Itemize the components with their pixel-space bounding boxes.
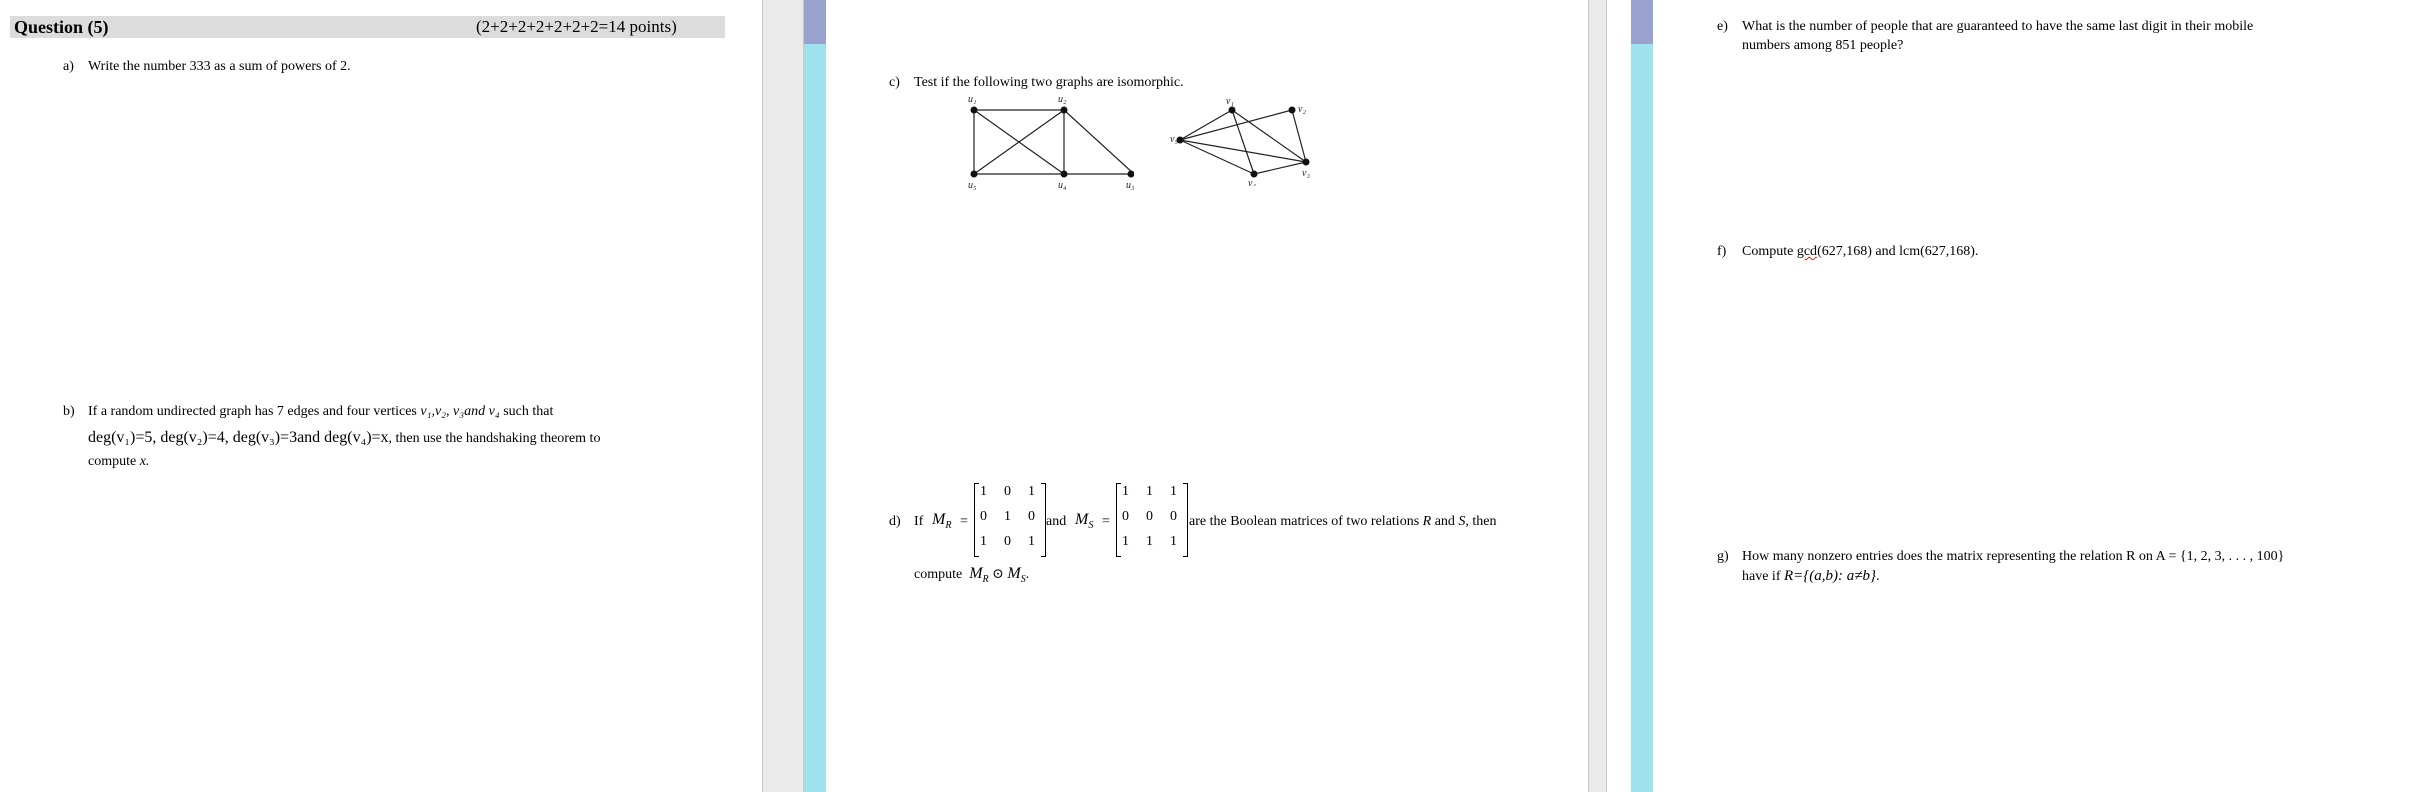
matrix-cell: 1 xyxy=(1028,534,1035,549)
part-b-line1-end: such that xyxy=(503,404,554,419)
part-g-relation: R={(a,b): a≠b} xyxy=(1783,568,1876,584)
vertex-label: u₂ xyxy=(1058,94,1067,105)
part-a-label: a) xyxy=(63,59,74,74)
vertex xyxy=(1061,171,1068,178)
matrix-cell: 0 xyxy=(1004,484,1011,499)
part-g-period: . xyxy=(1875,569,1880,584)
margin-bar-top xyxy=(1631,0,1653,44)
product-m1: M xyxy=(969,565,983,582)
part-d-if: If xyxy=(914,514,924,529)
edge xyxy=(1232,110,1254,174)
edge xyxy=(1064,110,1134,174)
vertex xyxy=(1229,107,1236,114)
part-d-r-var: R xyxy=(1422,514,1432,529)
part-f-gcd: gcd xyxy=(1796,244,1818,259)
vertex-label: v₃ xyxy=(1302,168,1310,179)
matrix-cell: 0 xyxy=(1122,509,1129,524)
part-e-label: e) xyxy=(1717,19,1728,34)
part-g-line2-pre: have if xyxy=(1742,569,1781,584)
matrix-cell: 1 xyxy=(1146,484,1153,499)
page-gutter xyxy=(763,0,803,792)
part-a-text: Write the number 333 as a sum of powers of 2. xyxy=(88,59,351,74)
part-g-line1: How many nonzero entries does the matrix representing the relation R on A = {1, 2, 3, . . . , 100} xyxy=(1742,549,2285,564)
part-d-ms xyxy=(1075,510,1093,535)
vertex xyxy=(1128,171,1135,178)
vertex xyxy=(971,107,978,114)
part-d-line2 xyxy=(914,564,1029,589)
matrix-cell: 1 xyxy=(980,484,987,499)
edge xyxy=(1180,110,1292,140)
part-d-and-2: and xyxy=(1434,514,1455,529)
matrix-cell: 1 xyxy=(1122,484,1129,499)
part-b-line3 xyxy=(88,452,149,471)
ms-subscript: S xyxy=(1088,520,1094,532)
question-title: Question (5) xyxy=(14,17,109,37)
vertex-label: v₁ xyxy=(1226,96,1234,107)
matrix-cell: 1 xyxy=(1170,534,1177,549)
vertex-label: u₅ xyxy=(968,180,977,191)
part-f-pre: Compute xyxy=(1742,244,1794,259)
part-c-label: c) xyxy=(889,75,900,90)
part-e-line1: What is the number of people that are guaranteed to have the same last digit in their mobile xyxy=(1742,19,2254,34)
part-d-operator: ⊙ xyxy=(992,567,1004,582)
part-b-degrees: deg(v₁)=5, deg(v₂)=4, deg(v₃)=3and deg(v₄)=x xyxy=(88,429,389,446)
part-d-equals-1: = xyxy=(960,514,968,529)
question-header xyxy=(10,16,725,38)
margin-bar-top xyxy=(804,0,826,44)
mr-letter: M xyxy=(932,511,946,528)
page-2 xyxy=(804,0,1588,792)
page-1 xyxy=(0,0,762,792)
part-d-and: and xyxy=(1046,514,1067,529)
matrix-cell: 0 xyxy=(1028,509,1035,524)
part-b-x-var: x. xyxy=(139,454,150,469)
part-b-label: b) xyxy=(63,404,75,419)
part-b-line3-text: compute xyxy=(88,454,137,469)
vertex-label: u₁ xyxy=(968,94,977,105)
matrix-ms xyxy=(1116,484,1188,556)
matrix-cell: 0 xyxy=(1170,509,1177,524)
matrix-cell: 0 xyxy=(1004,534,1011,549)
vertex-label: u₄ xyxy=(1058,180,1067,191)
part-d-tail xyxy=(1189,512,1497,531)
part-g-label: g) xyxy=(1717,549,1729,564)
part-d-label: d) xyxy=(889,514,901,529)
margin-bar xyxy=(1631,44,1653,792)
product-sub2: S xyxy=(1020,574,1026,586)
part-c-text: Test if the following two graphs are isomorphic. xyxy=(914,75,1184,90)
edge xyxy=(1180,110,1232,140)
vertex-label: v₄ xyxy=(1248,178,1256,186)
part-g-line2 xyxy=(1742,567,1879,586)
part-b-vertices: v₁,v₂, v₃and v₄ xyxy=(420,404,500,419)
mr-subscript: R xyxy=(945,520,952,532)
edge xyxy=(1180,140,1254,174)
part-b-line2 xyxy=(88,428,600,448)
vertex-label: u₃ xyxy=(1126,180,1134,191)
part-b-line2-end: , then use the handshaking theorem to xyxy=(388,431,601,446)
page-3 xyxy=(1607,0,2432,792)
part-f-post: (627,168) and lcm(627,168). xyxy=(1817,244,1979,259)
graph-g2 xyxy=(1170,96,1320,191)
part-b-line1 xyxy=(88,402,553,421)
matrix-cell: 1 xyxy=(980,534,987,549)
part-d-mr xyxy=(932,510,951,535)
matrix-cell: 1 xyxy=(1004,509,1011,524)
margin-bar xyxy=(804,44,826,792)
part-f-text xyxy=(1742,242,1978,261)
ms-letter: M xyxy=(1075,511,1089,528)
product-m2: M xyxy=(1007,565,1021,582)
matrix-cell: 0 xyxy=(1146,509,1153,524)
matrix-mr xyxy=(974,484,1046,556)
vertex-label: v₅ xyxy=(1170,134,1178,145)
part-d-product-2 xyxy=(1007,565,1026,586)
matrix-cell: 1 xyxy=(1146,534,1153,549)
matrix-cell: 1 xyxy=(1122,534,1129,549)
part-d-product xyxy=(969,565,989,586)
edge xyxy=(1232,110,1306,162)
question-points: (2+2+2+2+2+2+2=14 points) xyxy=(476,17,677,36)
matrix-cell: 1 xyxy=(1170,484,1177,499)
vertex xyxy=(1251,171,1258,178)
matrix-cell: 0 xyxy=(980,509,987,524)
part-e-line2: numbers among 851 people? xyxy=(1742,38,1904,53)
vertex xyxy=(1061,107,1068,114)
vertex xyxy=(1303,159,1310,166)
vertex xyxy=(1289,107,1296,114)
edge xyxy=(1254,162,1306,174)
part-d-compute: compute xyxy=(914,567,963,582)
vertex xyxy=(971,171,978,178)
part-b-line1-text: If a random undirected graph has 7 edges and four vertices xyxy=(88,404,417,419)
product-sub1: R xyxy=(982,574,989,586)
page-gutter xyxy=(1589,0,1606,792)
part-d-s-var: S xyxy=(1458,514,1466,529)
part-d-tail-text: are the Boolean matrices of two relations xyxy=(1189,514,1420,529)
part-d-period: . xyxy=(1025,567,1030,582)
matrix-cell: 1 xyxy=(1028,484,1035,499)
graph-g1 xyxy=(954,92,1134,197)
vertex-label: v₂ xyxy=(1298,104,1306,115)
part-f-label: f) xyxy=(1717,244,1727,259)
part-d-tail-end: , then xyxy=(1465,514,1497,529)
part-d-equals-2: = xyxy=(1102,514,1110,529)
